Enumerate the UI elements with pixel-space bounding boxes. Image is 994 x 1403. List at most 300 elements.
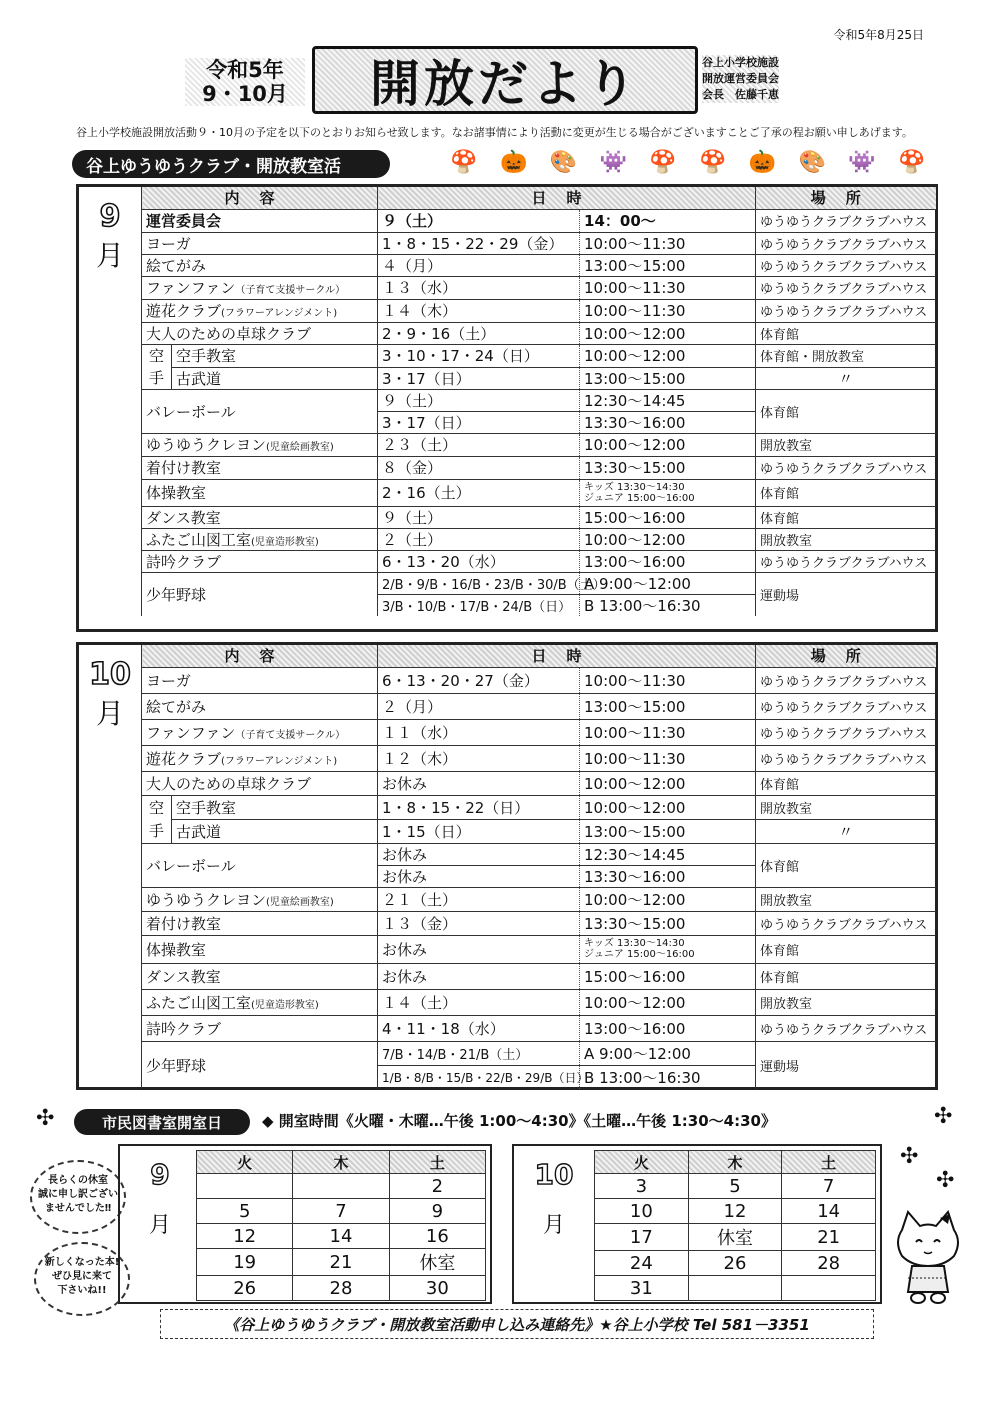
table-row bbox=[142, 254, 936, 276]
calendar-cell: 12 bbox=[197, 1224, 293, 1249]
activity-time: B 13:00～16:30 bbox=[580, 1065, 756, 1089]
activity-date: １３（金） bbox=[378, 911, 580, 935]
bubble-line: 長らくの休室 bbox=[48, 1175, 108, 1186]
table-row bbox=[142, 819, 936, 843]
calendar-cell: 28 bbox=[293, 1276, 389, 1301]
calendar-row bbox=[595, 1276, 876, 1301]
mushroom-icon: 🍄 bbox=[898, 150, 926, 175]
calendar-row bbox=[595, 1224, 876, 1251]
calendar-cell bbox=[688, 1276, 782, 1301]
activity-date: お休み bbox=[378, 865, 580, 887]
calendar-cell bbox=[197, 1174, 293, 1199]
table-row bbox=[142, 456, 936, 479]
bug-icon: 👾 bbox=[848, 150, 876, 175]
karate-group-label: 空 bbox=[142, 795, 172, 819]
activity-name: 空手教室 bbox=[172, 344, 378, 367]
calendar-cell: 休室 bbox=[688, 1224, 782, 1251]
activity-place: 開放教室 bbox=[756, 887, 936, 911]
activity-name: 少年野球 bbox=[142, 1041, 378, 1089]
activity-name: ダンス教室 bbox=[142, 963, 378, 989]
activity-date: お休み bbox=[378, 771, 580, 795]
calendar-cell: 10 bbox=[595, 1199, 689, 1224]
calendar-cell: 21 bbox=[782, 1224, 876, 1251]
day-thu: 木 bbox=[293, 1151, 389, 1174]
activity-date: 6・13・20・27（金） bbox=[378, 667, 580, 693]
dragonfly-icon: ✣ bbox=[900, 1144, 919, 1169]
activity-time: 14：00～ bbox=[580, 209, 756, 232]
activity-name-sub: (児童絵画教室) bbox=[266, 442, 334, 453]
bug-icon: 👾 bbox=[599, 150, 627, 175]
activity-time: 13:30～16:00 bbox=[580, 865, 756, 887]
activity-name-main: ファンファン bbox=[146, 723, 236, 742]
library-october bbox=[512, 1144, 882, 1304]
activity-name bbox=[142, 745, 378, 771]
activity-name-sub: (児童造形教室) bbox=[251, 999, 319, 1011]
month-label bbox=[79, 645, 141, 732]
activity-time: 10:00～11:30 bbox=[580, 299, 756, 322]
activity-place: ゆうゆうクラブクラブハウス bbox=[756, 550, 936, 572]
activity-time bbox=[580, 479, 756, 506]
activity-place-ditto: 〃 bbox=[756, 367, 936, 389]
activity-date: １４（土） bbox=[378, 989, 580, 1015]
calendar-header bbox=[197, 1151, 486, 1174]
table-row bbox=[142, 911, 936, 935]
activity-date: ２（土） bbox=[378, 528, 580, 550]
activity-name-main: 遊花クラブ bbox=[146, 302, 222, 320]
calendar-cell: 21 bbox=[293, 1249, 389, 1276]
palette-icon: 🎨 bbox=[549, 150, 578, 175]
activity-time: 13:00～16:00 bbox=[580, 1015, 756, 1041]
activity-name-sub: （子育て支援サークル） bbox=[235, 729, 346, 741]
calendar-row bbox=[197, 1174, 486, 1199]
activity-place: 体育館 bbox=[756, 843, 936, 887]
activity-date: １４（木） bbox=[378, 299, 580, 322]
library-title: 市民図書室開室日 bbox=[74, 1109, 250, 1135]
publisher-line: 会長 佐藤千恵 bbox=[702, 88, 779, 101]
col-datetime: 日時 bbox=[378, 645, 756, 667]
pumpkin-icon: 🎃 bbox=[748, 150, 777, 175]
calendar-cell: 14 bbox=[293, 1224, 389, 1249]
month-label bbox=[79, 187, 141, 274]
mushroom-icon: 🍄 bbox=[450, 150, 478, 175]
activity-time: 10:00～12:00 bbox=[580, 433, 756, 456]
activity-time: 10:00～11:30 bbox=[580, 719, 756, 745]
activity-place: ゆうゆうクラブクラブハウス bbox=[756, 232, 936, 254]
table-row bbox=[142, 771, 936, 795]
dragonfly-icon: ✣ bbox=[36, 1106, 55, 1131]
calendar-cell: 26 bbox=[197, 1276, 293, 1301]
bubble-line: ませんでした‼ bbox=[44, 1203, 112, 1214]
contact-footer: 《谷上ゆうゆうクラブ・開放教室活動申し込み連絡先》★谷上小学校 Tel 581－3351 bbox=[160, 1309, 874, 1339]
activity-place: 体育館 bbox=[756, 963, 936, 989]
activity-date: ８（金） bbox=[378, 456, 580, 479]
activity-name: 詩吟クラブ bbox=[142, 1015, 378, 1041]
table-row bbox=[142, 693, 936, 719]
activity-date: お休み bbox=[378, 843, 580, 865]
activity-place: ゆうゆうクラブクラブハウス bbox=[756, 911, 936, 935]
dragonfly-icon: ✣ bbox=[936, 1168, 955, 1193]
activity-date: 2・16（土） bbox=[378, 479, 580, 506]
month-char: 月 bbox=[148, 1213, 171, 1238]
activity-time: 12:30～14:45 bbox=[580, 389, 756, 411]
calendar-cell: 31 bbox=[595, 1276, 689, 1301]
activity-date: 3・17（日） bbox=[378, 411, 580, 433]
activity-date: １１（水） bbox=[378, 719, 580, 745]
time-junior: ジュニア 15:00～16:00 bbox=[584, 492, 695, 504]
table-row bbox=[142, 299, 936, 322]
activity-name: 古武道 bbox=[172, 819, 378, 843]
calendar-cell: 26 bbox=[688, 1251, 782, 1276]
month-number: 9 bbox=[99, 199, 121, 234]
activity-date: 7/B・14/B・21/B（土） bbox=[378, 1041, 580, 1065]
activity-name: 絵てがみ bbox=[142, 693, 378, 719]
activity-place: ゆうゆうクラブクラブハウス bbox=[756, 745, 936, 771]
activity-name-main: ふたご山図工室 bbox=[146, 530, 252, 549]
september-schedule bbox=[76, 184, 938, 632]
activity-date: ９（土） bbox=[378, 389, 580, 411]
activity-name: バレーボール bbox=[142, 389, 378, 433]
activity-date: 3/B・10/B・17/B・24/B（日） bbox=[378, 594, 580, 616]
activity-time: 10:00～11:30 bbox=[580, 276, 756, 299]
col-content: 内容 bbox=[142, 645, 378, 667]
activity-name: 着付け教室 bbox=[142, 911, 378, 935]
table-row bbox=[142, 479, 936, 506]
library-calendar bbox=[594, 1150, 876, 1301]
activity-time: 10:00～12:00 bbox=[580, 322, 756, 344]
calendar-cell: 7 bbox=[293, 1199, 389, 1224]
pumpkin-icon: 🎃 bbox=[500, 150, 528, 175]
library-hours: ◆ 開室時間《火曜・木曜…午後 1:00～4:30》《土曜…午後 1:30～4:30》 bbox=[262, 1112, 776, 1130]
calendar-cell: 17 bbox=[595, 1224, 689, 1251]
calendar-cell: 24 bbox=[595, 1251, 689, 1276]
activity-name bbox=[142, 276, 378, 299]
activity-place: 体育館 bbox=[756, 935, 936, 963]
activity-date: １３（水） bbox=[378, 276, 580, 299]
activity-name-main: ゆうゆうクレヨン bbox=[146, 436, 267, 454]
activity-name: 着付け教室 bbox=[142, 456, 378, 479]
activity-date: 1・8・15・22（日） bbox=[378, 795, 580, 819]
table-row bbox=[142, 963, 936, 989]
activity-name-main: ふたご山図工室 bbox=[146, 993, 252, 1012]
table-row bbox=[142, 667, 936, 693]
month-number: 9 bbox=[150, 1158, 170, 1191]
karate-group-label: 空 bbox=[142, 344, 172, 367]
october-schedule bbox=[76, 642, 938, 1090]
activity-time: 12:30～14:45 bbox=[580, 843, 756, 865]
intro-text: 谷上小学校施設開放活動９・10月の予定を以下のとおりお知らせ致します。なお諸事情により活動に変更が生じる場合がございますことご了承の程お願い申しあげます。 bbox=[76, 126, 913, 139]
activity-date: ２（月） bbox=[378, 693, 580, 719]
decor-icons bbox=[448, 150, 928, 175]
activity-place: ゆうゆうクラブクラブハウス bbox=[756, 456, 936, 479]
activity-name: 体操教室 bbox=[142, 935, 378, 963]
calendar-row bbox=[595, 1251, 876, 1276]
activity-place: ゆうゆうクラブクラブハウス bbox=[756, 1015, 936, 1041]
activity-date: お休み bbox=[378, 963, 580, 989]
activity-time: 10:00～12:00 bbox=[580, 528, 756, 550]
activity-name: 大人のための卓球クラブ bbox=[142, 322, 378, 344]
activity-name: 空手教室 bbox=[172, 795, 378, 819]
activity-name bbox=[142, 989, 378, 1015]
calendar-cell: 28 bbox=[782, 1251, 876, 1276]
table-row bbox=[142, 344, 936, 367]
activity-time: B 13:00～16:30 bbox=[580, 594, 756, 616]
calendar-cell: 7 bbox=[782, 1174, 876, 1199]
time-kids: キッズ 13:30～14:30 bbox=[584, 938, 685, 949]
day-thu: 木 bbox=[688, 1151, 782, 1174]
schedule-table bbox=[141, 645, 936, 1089]
day-tue: 火 bbox=[595, 1151, 689, 1174]
activity-place: 開放教室 bbox=[756, 528, 936, 550]
activity-name: 詩吟クラブ bbox=[142, 550, 378, 572]
activity-name-sub: （子育て支援サークル） bbox=[235, 285, 346, 296]
activity-time: 10:00～12:00 bbox=[580, 771, 756, 795]
activity-date: 6・13・20（水） bbox=[378, 550, 580, 572]
activity-place: 開放教室 bbox=[756, 433, 936, 456]
activity-name: ヨーガ bbox=[142, 232, 378, 254]
calendar-cell: 2 bbox=[389, 1174, 485, 1199]
col-place: 場所 bbox=[756, 645, 936, 667]
calendar-cell: 休室 bbox=[389, 1249, 485, 1276]
table-row bbox=[142, 719, 936, 745]
table-row bbox=[142, 887, 936, 911]
activity-date: 3・17（日） bbox=[378, 367, 580, 389]
table-row bbox=[142, 550, 936, 572]
activity-place-ditto: 〃 bbox=[756, 819, 936, 843]
activity-date: ９（土） bbox=[378, 209, 580, 232]
col-datetime: 日時 bbox=[378, 187, 756, 209]
activity-name-sub: (児童造形教室) bbox=[251, 536, 319, 548]
activity-time: 13:30～15:00 bbox=[580, 456, 756, 479]
bubble-line: 下さいね!! bbox=[57, 1285, 107, 1296]
activity-name: ダンス教室 bbox=[142, 506, 378, 528]
day-sat: 土 bbox=[389, 1151, 485, 1174]
activity-name-main: ゆうゆうクレヨン bbox=[146, 890, 267, 909]
activity-place: ゆうゆうクラブクラブハウス bbox=[756, 254, 936, 276]
bubble-line: ぜひ見に来て bbox=[52, 1271, 112, 1282]
palette-icon: 🎨 bbox=[798, 150, 827, 175]
publisher bbox=[702, 55, 779, 103]
activity-date: お休み bbox=[378, 935, 580, 963]
activity-time: 10:00～11:30 bbox=[580, 745, 756, 771]
publisher-line: 谷上小学校施設 bbox=[702, 56, 779, 69]
activity-date: 1・15（日） bbox=[378, 819, 580, 843]
activity-name: 古武道 bbox=[172, 367, 378, 389]
table-row bbox=[142, 528, 936, 550]
table-row bbox=[142, 232, 936, 254]
activity-name-sub: (フラワーアレンジメント) bbox=[221, 308, 338, 319]
activity-place: ゆうゆうクラブクラブハウス bbox=[756, 693, 936, 719]
month-char: 月 bbox=[542, 1213, 565, 1238]
activity-place: 体育館 bbox=[756, 771, 936, 795]
issue-date: 令和5年8月25日 bbox=[833, 28, 924, 42]
calendar-cell: 30 bbox=[389, 1276, 485, 1301]
activity-name: 体操教室 bbox=[142, 479, 378, 506]
bubble-new-books bbox=[34, 1242, 130, 1316]
time-kids: キッズ 13:30～14:30 bbox=[584, 481, 685, 493]
calendar-row bbox=[197, 1249, 486, 1276]
page-title: 開放だより bbox=[370, 55, 640, 113]
bubble-apology bbox=[30, 1160, 126, 1234]
activity-name-sub: (児童絵画教室) bbox=[266, 896, 334, 908]
activity-time: 15:00～16:00 bbox=[580, 963, 756, 989]
table-row bbox=[142, 322, 936, 344]
activity-time: 13:00～15:00 bbox=[580, 254, 756, 276]
activity-date: 4・11・18（水） bbox=[378, 1015, 580, 1041]
activity-place: 体育館 bbox=[756, 506, 936, 528]
calendar-row bbox=[595, 1174, 876, 1199]
col-place: 場所 bbox=[756, 187, 936, 209]
karate-group-label: 手 bbox=[142, 819, 172, 843]
activity-time: 13:00～15:00 bbox=[580, 693, 756, 719]
activity-place: 開放教室 bbox=[756, 795, 936, 819]
table-row bbox=[142, 389, 936, 411]
calendar-row bbox=[595, 1199, 876, 1224]
schedule-table bbox=[141, 187, 936, 616]
table-header bbox=[142, 645, 936, 667]
time-junior: ジュニア 15:00～16:00 bbox=[584, 949, 695, 960]
month-number: 10 bbox=[89, 657, 131, 692]
activity-time: 13:00～16:00 bbox=[580, 550, 756, 572]
activity-place: ゆうゆうクラブクラブハウス bbox=[756, 719, 936, 745]
activity-time: 15:00～16:00 bbox=[580, 506, 756, 528]
bubble-line: 新しくなった本! bbox=[44, 1257, 120, 1268]
activity-name bbox=[142, 719, 378, 745]
activity-date: ２３（土） bbox=[378, 433, 580, 456]
activity-place: 体育館・開放教室 bbox=[756, 344, 936, 367]
calendar-row bbox=[197, 1199, 486, 1224]
month-char: 月 bbox=[95, 697, 124, 730]
activity-place: ゆうゆうクラブクラブハウス bbox=[756, 299, 936, 322]
activity-name: 少年野球 bbox=[142, 572, 378, 616]
activity-place: ゆうゆうクラブクラブハウス bbox=[756, 276, 936, 299]
activity-time: 13:00～15:00 bbox=[580, 819, 756, 843]
activity-date: 2/B・9/B・16/B・23/B・30/B（土） bbox=[378, 572, 580, 594]
activity-date: 3・10・17・24（日） bbox=[378, 344, 580, 367]
calendar-cell: 12 bbox=[688, 1199, 782, 1224]
col-content: 内容 bbox=[142, 187, 378, 209]
activity-place: 体育館 bbox=[756, 322, 936, 344]
activity-place: 開放教室 bbox=[756, 989, 936, 1015]
activity-time: 13:00～15:00 bbox=[580, 367, 756, 389]
table-row bbox=[142, 745, 936, 771]
activity-name bbox=[142, 528, 378, 550]
library-calendar bbox=[196, 1150, 486, 1301]
calendar-cell: 16 bbox=[389, 1224, 485, 1249]
table-row bbox=[142, 433, 936, 456]
activity-name: 大人のための卓球クラブ bbox=[142, 771, 378, 795]
activity-time: 10:00～12:00 bbox=[580, 344, 756, 367]
calendar-cell: 19 bbox=[197, 1249, 293, 1276]
activity-place: 体育館 bbox=[756, 389, 936, 433]
year-label: 令和5年 bbox=[206, 58, 284, 82]
table-header bbox=[142, 187, 936, 209]
day-sat: 土 bbox=[782, 1151, 876, 1174]
activity-time: 10:00～11:30 bbox=[580, 667, 756, 693]
calendar-row bbox=[197, 1224, 486, 1249]
karate-group-label: 手 bbox=[142, 367, 172, 389]
table-row bbox=[142, 1015, 936, 1041]
activity-time: 10:00～12:00 bbox=[580, 989, 756, 1015]
calendar-cell: 9 bbox=[389, 1199, 485, 1224]
library-september bbox=[118, 1144, 492, 1304]
calendar-cell: 3 bbox=[595, 1174, 689, 1199]
activity-name: バレーボール bbox=[142, 843, 378, 887]
table-row bbox=[142, 989, 936, 1015]
activity-place: 運動場 bbox=[756, 1041, 936, 1089]
activity-name-main: ファンファン bbox=[146, 279, 236, 297]
calendar-cell: 5 bbox=[197, 1199, 293, 1224]
section-title-club: 谷上ゆうゆうクラブ・開放教室活 bbox=[72, 150, 390, 178]
dragonfly-icon: ✣ bbox=[934, 1104, 953, 1129]
activity-time: A 9:00～12:00 bbox=[580, 1041, 756, 1065]
activity-name: 運営委員会 bbox=[142, 209, 378, 232]
activity-time: 10:00～11:30 bbox=[580, 232, 756, 254]
activity-date: ４（月） bbox=[378, 254, 580, 276]
activity-time: A 9:00～12:00 bbox=[580, 572, 756, 594]
activity-date: １２（木） bbox=[378, 745, 580, 771]
table-row bbox=[142, 572, 936, 594]
publisher-line: 開放運営委員会 bbox=[702, 72, 779, 85]
activity-place: ゆうゆうクラブクラブハウス bbox=[756, 209, 936, 232]
calendar-header bbox=[595, 1151, 876, 1174]
activity-place: ゆうゆうクラブクラブハウス bbox=[756, 667, 936, 693]
activity-time bbox=[580, 935, 756, 963]
activity-name-sub: (フラワーアレンジメント) bbox=[221, 755, 338, 767]
title-banner bbox=[312, 46, 698, 114]
activity-date: ２１（土） bbox=[378, 887, 580, 911]
months-label: 9・10月 bbox=[202, 82, 288, 106]
table-row bbox=[142, 506, 936, 528]
mushroom-icon: 🍄 bbox=[699, 150, 727, 175]
table-row bbox=[142, 843, 936, 865]
activity-date: 1/B・8/B・15/B・22/B・29/B（日） bbox=[378, 1065, 580, 1089]
activity-name bbox=[142, 299, 378, 322]
activity-name: 絵てがみ bbox=[142, 254, 378, 276]
activity-name bbox=[142, 433, 378, 456]
title-period bbox=[185, 58, 305, 106]
table-row bbox=[142, 367, 936, 389]
table-row bbox=[142, 935, 936, 963]
mushroom-icon: 🍄 bbox=[649, 150, 677, 175]
activity-time: 13:30～15:00 bbox=[580, 911, 756, 935]
activity-name-main: 遊花クラブ bbox=[146, 749, 222, 768]
bubble-line: 誠に申し訳ござい bbox=[38, 1189, 118, 1200]
activity-date: 1・8・15・22・29（金） bbox=[378, 232, 580, 254]
calendar-cell: 5 bbox=[688, 1174, 782, 1199]
activity-time: 10:00～12:00 bbox=[580, 795, 756, 819]
calendar-cell bbox=[293, 1174, 389, 1199]
table-row bbox=[142, 795, 936, 819]
table-row bbox=[142, 209, 936, 232]
calendar-cell: 14 bbox=[782, 1199, 876, 1224]
activity-time: 13:30～16:00 bbox=[580, 411, 756, 433]
month-char: 月 bbox=[95, 239, 124, 272]
activity-date: 2・9・16（土） bbox=[378, 322, 580, 344]
month-number: 10 bbox=[534, 1158, 574, 1191]
table-row bbox=[142, 276, 936, 299]
day-tue: 火 bbox=[197, 1151, 293, 1174]
table-row bbox=[142, 1041, 936, 1065]
calendar-row bbox=[197, 1276, 486, 1301]
activity-date: ９（土） bbox=[378, 506, 580, 528]
activity-name: ヨーガ bbox=[142, 667, 378, 693]
activity-time: 10:00～12:00 bbox=[580, 887, 756, 911]
activity-place: 体育館 bbox=[756, 479, 936, 506]
activity-place: 運動場 bbox=[756, 572, 936, 616]
cat-illustration-icon bbox=[888, 1208, 968, 1304]
calendar-cell bbox=[782, 1276, 876, 1301]
activity-name bbox=[142, 887, 378, 911]
